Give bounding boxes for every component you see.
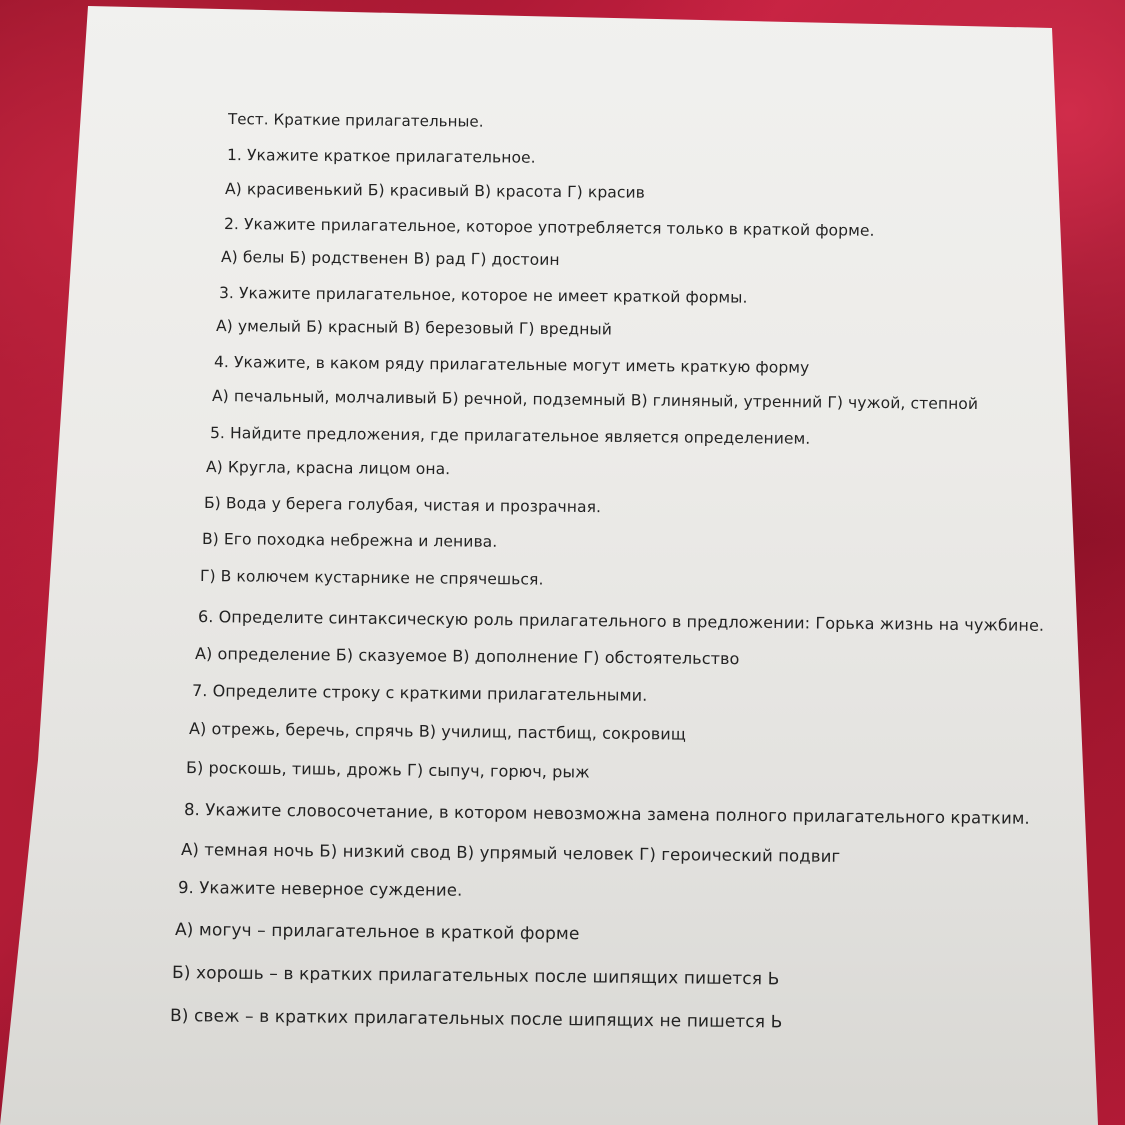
document-title: Тест. Краткие прилагательные.	[227, 110, 484, 131]
question-7: 7. Определите строку с краткими прилагательными.	[191, 681, 648, 705]
answer-5v: В) Его походка небрежна и ленива.	[201, 530, 498, 551]
answer-options-3: А) умелый Б) красный В) березовый Г) вредный	[215, 317, 613, 339]
answer-9v: В) свеж – в кратких прилагательных после шипящих не пишется Ь	[169, 1006, 783, 1033]
question-6: 6. Определите синтаксическую роль прилагательного в предложении: Горька жизнь на чужбине.	[197, 607, 1045, 635]
question-8: 8. Укажите словосочетание, в котором невозможна замена полного прилагательного кратким.	[183, 800, 1030, 828]
answer-options-1: А) красивенький Б) красивый В) красота Г) красив	[224, 180, 646, 202]
answer-options-4: А) печальный, молчаливый Б) речной, подземный В) глиняный, утренний Г) чужой, степной	[211, 387, 979, 414]
answer-options-8: А) темная ночь Б) низкий свод В) упрямый человек Г) героический подвиг	[180, 840, 841, 866]
answer-7-row-2: Б) роскошь, тишь, дрожь Г) сыпуч, горюч, рыж	[185, 758, 590, 782]
question-5: 5. Найдите предложения, где прилагательное является определением.	[209, 424, 811, 448]
answer-9a: А) могуч – прилагательное в краткой форме	[174, 920, 580, 945]
question-2: 2. Укажите прилагательное, которое употребляется только в краткой форме.	[223, 215, 875, 240]
answer-5b: Б) Вода у берега голубая, чистая и прозрачная.	[203, 494, 602, 517]
answer-options-6: А) определение Б) сказуемое В) дополнение Г) обстоятельство	[194, 644, 740, 669]
answer-options-2: А) белы Б) родственен В) рад Г) достоин	[220, 248, 560, 269]
answer-7-row-1: А) отрежь, беречь, спрячь В) училищ, пастбищ, сокровищ	[188, 719, 687, 744]
question-4: 4. Укажите, в каком ряду прилагательные могут иметь краткую форму	[213, 353, 810, 377]
answer-5g: Г) В колючем кустарнике не спрячешься.	[199, 567, 544, 589]
answer-9b: Б) хорошь – в кратких прилагательных после шипящих пишется Ь	[171, 963, 780, 990]
question-9: 9. Укажите неверное суждение.	[177, 878, 463, 900]
question-1: 1. Укажите краткое прилагательное.	[226, 146, 536, 167]
question-3: 3. Укажите прилагательное, которое не имеет краткой формы.	[218, 284, 748, 307]
answer-5a: А) Кругла, красна лицом она.	[205, 458, 451, 479]
